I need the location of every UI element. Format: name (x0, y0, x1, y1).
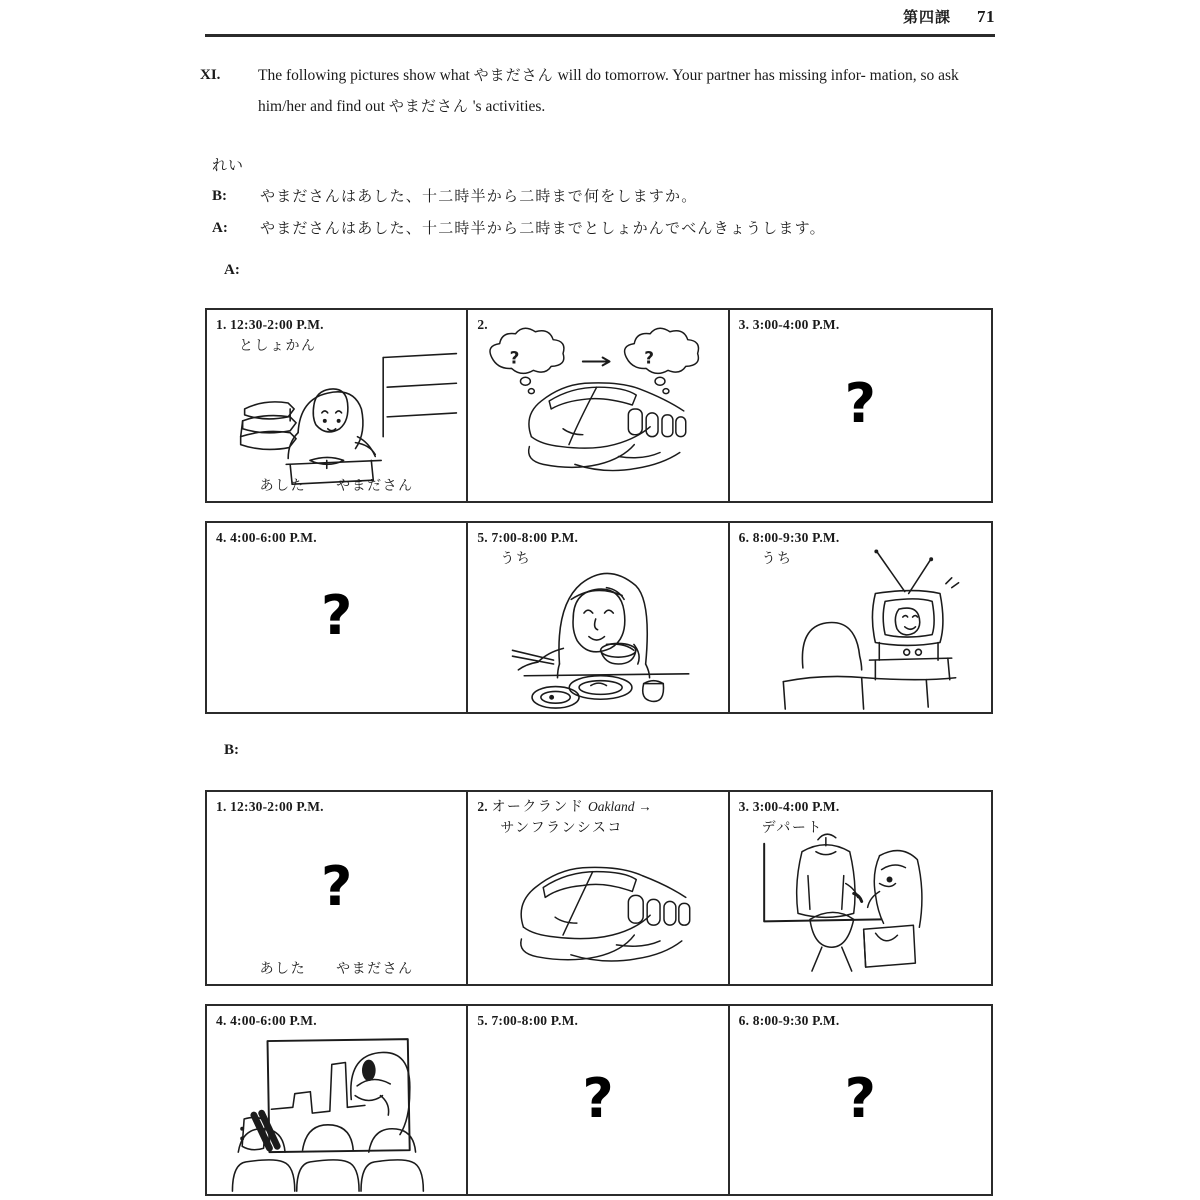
section-b-grid-row2 (205, 1004, 993, 1196)
panel-a1-place: としょかん (239, 338, 317, 354)
library-scene-illustration (207, 310, 466, 501)
panel-b5[interactable] (468, 1006, 729, 1194)
example-utterance-b: やまださんはあした、十二時半から二時まで何をしますか。 (260, 187, 698, 205)
train-unknown-route-illustration (468, 310, 727, 501)
panel-a1-footer (207, 475, 466, 495)
panel-a3-question-mark: ? (844, 372, 876, 435)
panel-a4-question-mark: ? (321, 584, 353, 647)
panel-b5-question-mark: ? (582, 1066, 614, 1130)
instruction-text-part3: mation, so ask him/her and find out (258, 67, 959, 115)
panel-a5-place: うち (500, 551, 532, 567)
panel-b6-time: 8:00-9:30 P.M. (752, 1013, 840, 1028)
section-a-grid-row2 (205, 521, 993, 714)
panel-a6-place: うち (761, 551, 793, 567)
panel-b3[interactable] (730, 792, 991, 984)
lesson-title: 第四課 (902, 8, 951, 26)
example-dialogue (212, 150, 1002, 244)
example-line-a (212, 212, 1002, 244)
panel-a5-time: 7:00-8:00 P.M. (491, 530, 579, 545)
panel-b1-question-mark: ? (321, 854, 353, 918)
panel-a1-footer-person: やまださん (336, 478, 414, 494)
instruction-name-2: やまださん (388, 97, 469, 115)
panel-a6[interactable] (730, 523, 991, 712)
panel-b6[interactable] (730, 1006, 991, 1194)
panel-a4[interactable] (207, 523, 468, 712)
panel-b5-number: 5. (477, 1013, 488, 1028)
eating-scene-illustration (468, 523, 727, 712)
panel-b6-number: 6. (738, 1013, 750, 1028)
panel-b3-place: デパート (761, 820, 823, 836)
panel-a2-number: 2. (477, 317, 488, 332)
section-label-a: A: (224, 262, 240, 278)
panel-b2-number: 2. (477, 799, 488, 814)
example-utterance-a: やまださんはあした、十二時半から二時までとしょかんでべんきょうします。 (260, 219, 826, 237)
instruction-block (200, 60, 1000, 122)
panel-a1-footer-day: あした (259, 478, 307, 494)
instruction-text-part4: 's activities. (468, 98, 546, 115)
panel-a3-time: 3:00-4:00 P.M. (752, 317, 840, 332)
panel-a1-number: 1. (216, 317, 227, 332)
panel-b1-footer (207, 958, 466, 978)
panel-b1-footer-day: あした (259, 961, 307, 977)
panel-b3-time: 3:00-4:00 P.M. (752, 799, 840, 814)
panel-b1-number: 1. (216, 799, 227, 814)
panel-b4[interactable] (207, 1006, 468, 1194)
example-label: れい (212, 156, 245, 174)
panel-a4-time: 4:00-6:00 P.M. (230, 530, 317, 545)
movie-theater-scene-illustration (207, 1006, 466, 1194)
panel-a5[interactable] (468, 523, 729, 712)
instruction-text (258, 60, 1000, 122)
instruction-name-1: やまださん (473, 66, 554, 84)
panel-a1-time: 12:30-2:00 P.M. (230, 317, 324, 332)
panel-b2-arrow-icon: → (638, 799, 652, 814)
panel-a2-bubble-right-text: ? (644, 347, 655, 368)
example-speaker-a: A: (212, 220, 228, 236)
panel-a3[interactable] (730, 310, 991, 501)
panel-b6-question-mark: ? (844, 1066, 876, 1130)
section-b-grid-row1 (205, 790, 993, 986)
header-rule (205, 34, 995, 37)
panel-a2[interactable] (468, 310, 729, 501)
panel-b5-time: 7:00-8:00 P.M. (491, 1013, 579, 1028)
panel-b2-origin-jp: オークランド (491, 799, 585, 815)
example-speaker-b: B: (212, 188, 227, 204)
page-number: 71 (977, 7, 995, 26)
panel-b2-origin-romaji: Oakland (588, 799, 635, 814)
panel-b1-time: 12:30-2:00 P.M. (230, 799, 324, 814)
section-label-b: B: (224, 742, 239, 758)
panel-a6-time: 8:00-9:30 P.M. (752, 530, 840, 545)
panel-a6-number: 6. (738, 530, 750, 545)
panel-b1-footer-person: やまださん (336, 961, 414, 977)
panel-b3-number: 3. (738, 799, 750, 814)
example-line-b (212, 180, 1002, 212)
section-a-grid-row1 (205, 308, 993, 503)
page-header (205, 6, 995, 36)
header-right-group (903, 6, 995, 27)
panel-a4-number: 4. (216, 530, 227, 545)
television-scene-illustration (730, 523, 991, 712)
panel-a3-number: 3. (738, 317, 750, 332)
department-store-scene-illustration (730, 792, 991, 984)
instruction-text-part2: will do tomorrow. Your partner has missing infor- (553, 67, 866, 84)
instruction-text-part1: The following pictures show what (258, 67, 474, 84)
panel-a2-bubble-left-text: ? (509, 347, 520, 368)
panel-b4-number: 4. (216, 1013, 227, 1028)
panel-b2-destination-jp: サンフランシスコ (500, 820, 623, 836)
exercise-number: XI. (200, 67, 221, 83)
panel-a5-number: 5. (477, 530, 488, 545)
panel-b4-time: 4:00-6:00 P.M. (230, 1013, 317, 1028)
train-scene-illustration (468, 792, 727, 984)
panel-a1[interactable] (207, 310, 468, 501)
panel-b2[interactable] (468, 792, 729, 984)
panel-b1[interactable] (207, 792, 468, 984)
